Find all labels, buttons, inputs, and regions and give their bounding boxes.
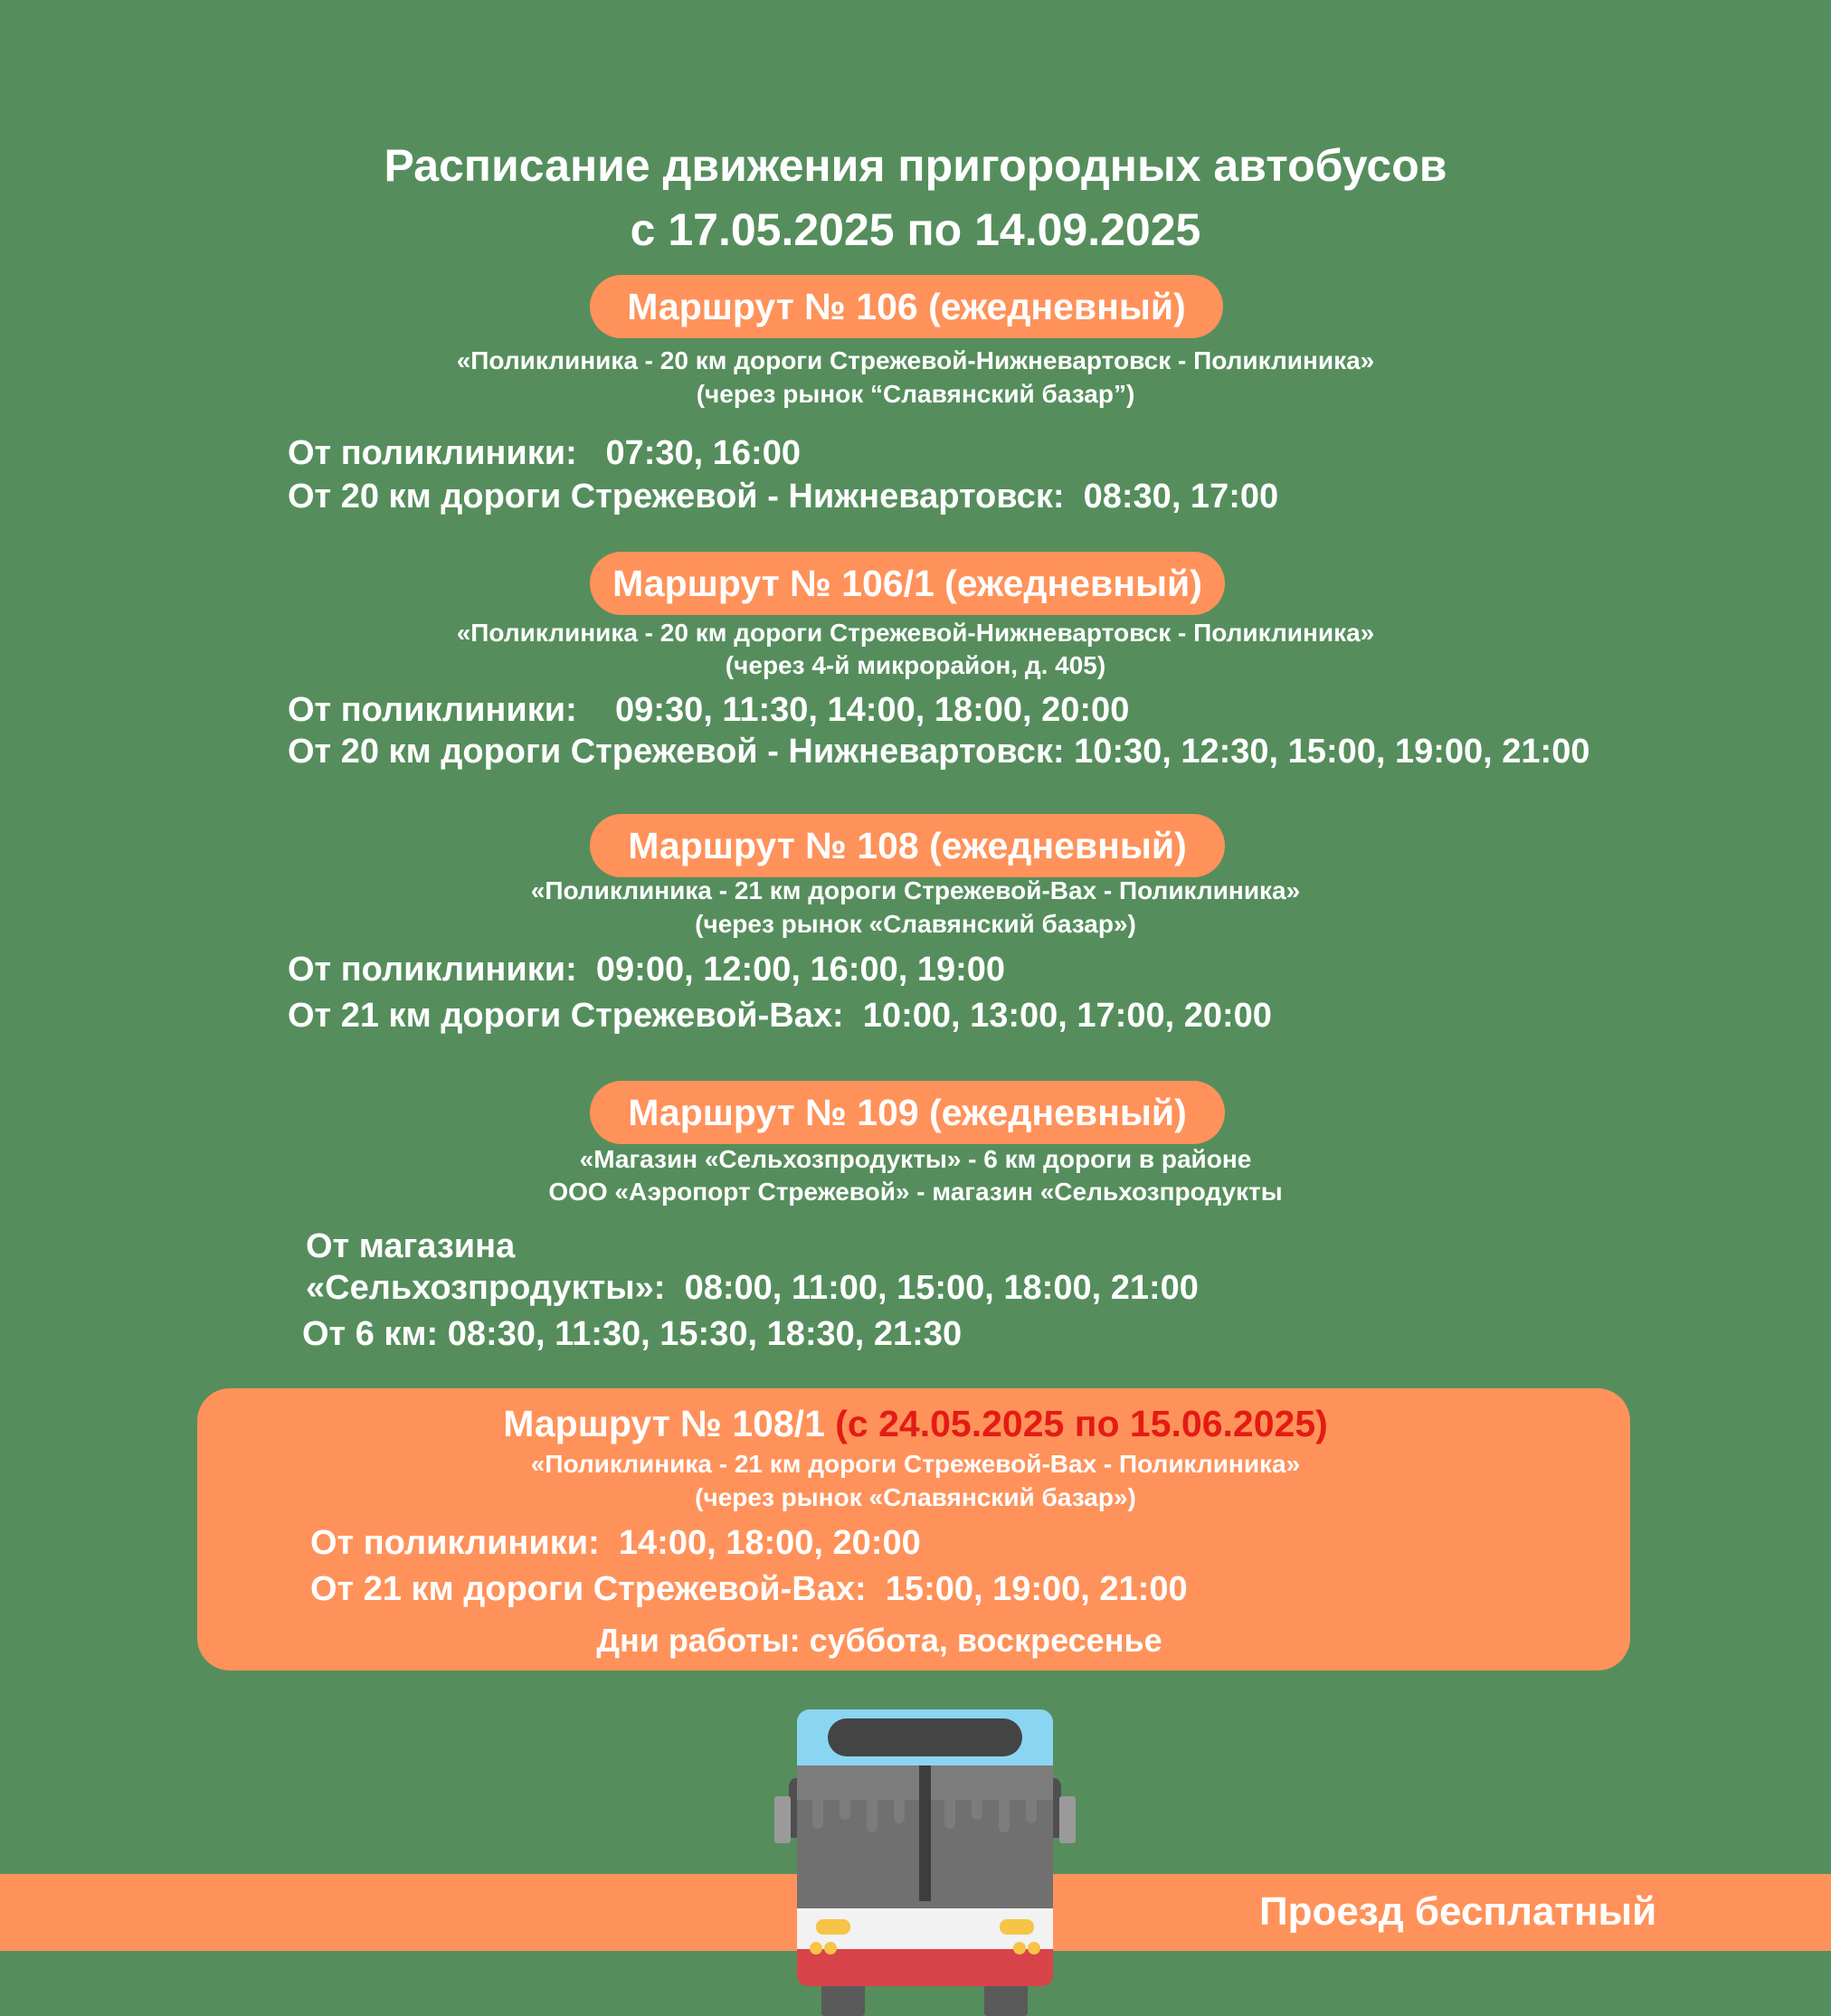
row-label: От магазина bbox=[306, 1227, 516, 1265]
row-times: 10:00, 13:00, 17:00, 20:00 bbox=[862, 997, 1272, 1035]
route-106-1-via: (через 4-й микрорайон, д. 405) bbox=[725, 651, 1106, 679]
row-label: От 6 км: bbox=[302, 1315, 439, 1353]
row-times: 14:00, 18:00, 20:00 bbox=[618, 1524, 921, 1562]
route-108-row-1 bbox=[288, 949, 1005, 990]
route-108-via: (через рынок «Славянский базар») bbox=[695, 910, 1136, 938]
bus-icon bbox=[769, 1706, 1081, 2016]
route-108-1-name: Маршрут № 108/1 bbox=[503, 1403, 825, 1444]
route-108-1-description: «Поликлиника - 21 км дороги Стрежевой-Вах - Поликлиника» bbox=[530, 1450, 1301, 1478]
route-109-row-1 bbox=[306, 1226, 515, 1267]
free-ride-label: Проезд бесплатный bbox=[1259, 1889, 1657, 1934]
row-times: 08:30, 17:00 bbox=[1083, 478, 1279, 516]
row-label: От 21 км дороги Стрежевой-Вах: bbox=[288, 997, 844, 1035]
route-108-1-row-2 bbox=[310, 1568, 1188, 1610]
route-109-row-3 bbox=[302, 1313, 962, 1355]
route-108-1-row-1 bbox=[310, 1522, 921, 1564]
route-108-title: Маршрут № 108 (ежедневный) bbox=[590, 814, 1225, 877]
row-label: От поликлиники: bbox=[288, 434, 577, 472]
route-108-row-2 bbox=[288, 995, 1272, 1036]
route-106-1-row-1 bbox=[288, 689, 1129, 731]
row-times: 15:00, 19:00, 21:00 bbox=[885, 1570, 1188, 1608]
route-109-row-2 bbox=[306, 1267, 1199, 1309]
route-108-1-days: Дни работы: суббота, воскресенье bbox=[596, 1622, 1162, 1659]
route-106-1-description: «Поликлиника - 20 км дороги Стрежевой-Нижневартовск - Поликлиника» bbox=[456, 619, 1375, 647]
row-label: От 20 км дороги Стрежевой - Нижневартовск: bbox=[288, 733, 1065, 771]
route-109-description-2: ООО «Аэропорт Стрежевой» - магазин «Сельхозпродукты bbox=[548, 1178, 1283, 1206]
route-106-row-1 bbox=[288, 432, 801, 474]
route-106-via: (через рынок “Славянский базар”) bbox=[696, 380, 1135, 408]
page-title-line2: с 17.05.2025 по 14.09.2025 bbox=[630, 204, 1201, 255]
row-times: 09:00, 12:00, 16:00, 19:00 bbox=[595, 951, 1006, 989]
row-times: 09:30, 11:30, 14:00, 18:00, 20:00 bbox=[615, 691, 1130, 729]
route-109-description: «Магазин «Сельхозпродукты» - 6 км дороги в районе bbox=[579, 1145, 1252, 1173]
route-108-1-title bbox=[0, 1396, 1831, 1452]
row-times: 08:00, 11:00, 15:00, 18:00, 21:00 bbox=[684, 1269, 1199, 1307]
row-label: От поликлиники: bbox=[288, 691, 577, 729]
route-108-description: «Поликлиника - 21 км дороги Стрежевой-Вах - Поликлиника» bbox=[530, 876, 1301, 904]
row-times: 10:30, 12:30, 15:00, 19:00, 21:00 bbox=[1074, 733, 1590, 771]
row-label: От поликлиники: bbox=[310, 1524, 600, 1562]
route-106-row-2 bbox=[288, 476, 1278, 517]
row-label: От поликлиники: bbox=[288, 951, 577, 989]
row-times: 08:30, 11:30, 15:30, 18:30, 21:30 bbox=[447, 1315, 963, 1353]
route-106-1-row-2 bbox=[288, 731, 1589, 772]
page-title-line1: Расписание движения пригородных автобусов bbox=[384, 140, 1447, 191]
row-label: От 20 км дороги Стрежевой - Нижневартовск: bbox=[288, 478, 1065, 516]
route-109-title: Маршрут № 109 (ежедневный) bbox=[590, 1081, 1225, 1144]
route-106-title: Маршрут № 106 (ежедневный) bbox=[590, 275, 1223, 338]
route-108-1-dates: (с 24.05.2025 по 15.06.2025) bbox=[835, 1403, 1328, 1444]
row-times: 07:30, 16:00 bbox=[605, 434, 801, 472]
row-label: От 21 км дороги Стрежевой-Вах: bbox=[310, 1570, 867, 1608]
row-label: «Сельхозпродукты»: bbox=[306, 1269, 666, 1307]
route-106-1-title: Маршрут № 106/1 (ежедневный) bbox=[590, 552, 1225, 615]
route-106-description: «Поликлиника - 20 км дороги Стрежевой-Нижневартовск - Поликлиника» bbox=[456, 346, 1375, 374]
route-108-1-via: (через рынок «Славянский базар») bbox=[695, 1483, 1136, 1511]
